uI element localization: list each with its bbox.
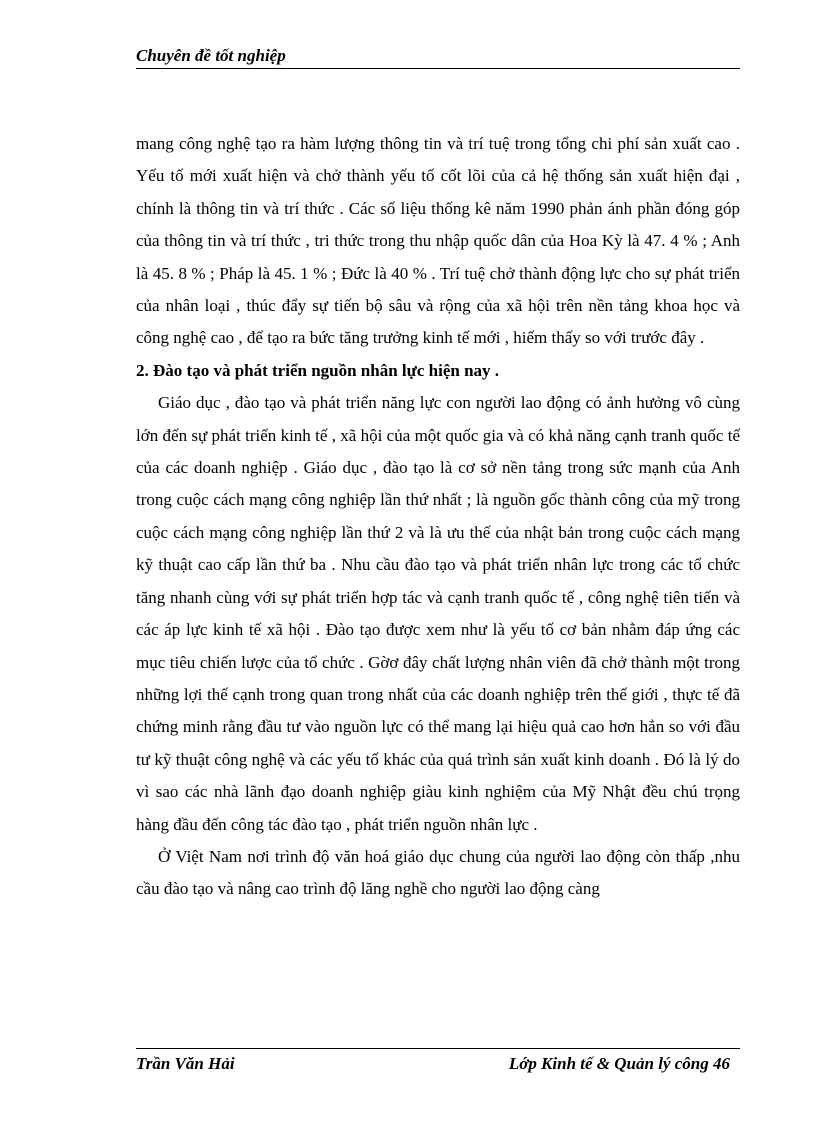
page-footer [136, 1048, 740, 1074]
paragraph-2: Giáo dục , đào tạo và phát triển năng lực con người lao động có ảnh hưởng vô cùng lớn đến sự phát triển kinh tế , xã hội của một quốc gia và có khả năng cạnh tranh quốc tế của các doanh nghiệp . Giáo dục , đào tạo là cơ sở nền tảng trong sức mạnh của Anh trong cuộc cách mạng công nghiệp lần thứ nhất ; là nguồn gốc thành công của mỹ trong cuộc cách mạng công nghiệp lần thứ 2 và là ưu thế của nhật bản trong cuộc cách mạng kỹ thuật cao cấp lần thứ ba . Nhu cầu đào tạo và phát triển nhân lực trong các tổ chức tăng nhanh cùng với sự phát triển hợp tác và cạnh tranh quốc tế , công nghệ tiên tiến và các áp lực kinh tế xã hội . Đào tạo được xem như là yếu tố cơ bản nhằm đáp ứng các mục tiêu chiến lược của tổ chức . Gờơ đây chất lượng nhân viên đã chở thành một trong những lợi thế cạnh trong quan trong nhất của các doanh nghiệp trên thế giới , thực tế đã chứng minh rằng đầu tư vào nguồn lực có thể mang lại hiệu quả cao hơn hẳn so với đầu tư kỹ thuật công nghệ và các yếu tố khác của quá trình sản xuất kinh doanh . Đó là lý do vì sao các nhà lãnh đạo doanh nghiệp giàu kinh nghiệm của Mỹ Nhật đều chú trọng hàng đầu đến công tác đào tạo , phát triển nguồn nhân lực . [136, 393, 740, 834]
paragraph-3: Ở Việt Nam nơi trình độ văn hoá giáo dục chung của người lao động còn thấp ,nhu cầu đào tạo và nâng cao trình độ lăng nghề cho người lao động càng [136, 846, 740, 899]
page-header [136, 46, 740, 69]
footer-class: Lớp Kinh tế & Quản lý công 46 [508, 1054, 730, 1073]
header-title: Chuyên đề tốt nghiệp [136, 46, 286, 65]
section-heading: 2. Đào tạo và phát triển nguồn nhân lực hiện nay . [136, 360, 500, 380]
footer-author: Trần Văn Hải [136, 1054, 235, 1073]
document-body [136, 128, 740, 906]
paragraph-1: mang công nghệ tạo ra hàm lượng thông tin và trí tuệ trong tổng chi phí sản xuất cao . Yếu tố mới xuất hiện và chở thành yếu tố cốt lõi của cả hệ thống sản xuất hiện đại , chính là thông tin và trí thức . Các số liệu thống kê năm 1990 phản ánh phần đóng góp của thông tin và trí thức , tri thức trong thu nhập quốc dân của Hoa Kỳ là 47. 4 % ; Anh là 45. 8 % ; Pháp là 45. 1 % ; Đức là 40 % . Trí tuệ chở thành động lực cho sự phát triển của nhân loại , thúc đẩy sự tiến bộ sâu và rộng của xã hội trên nền tảng khoa học và công nghệ cao , để tạo ra bức tăng trưởng kinh tế mới , hiếm thấy so với trước đây . [136, 134, 740, 348]
